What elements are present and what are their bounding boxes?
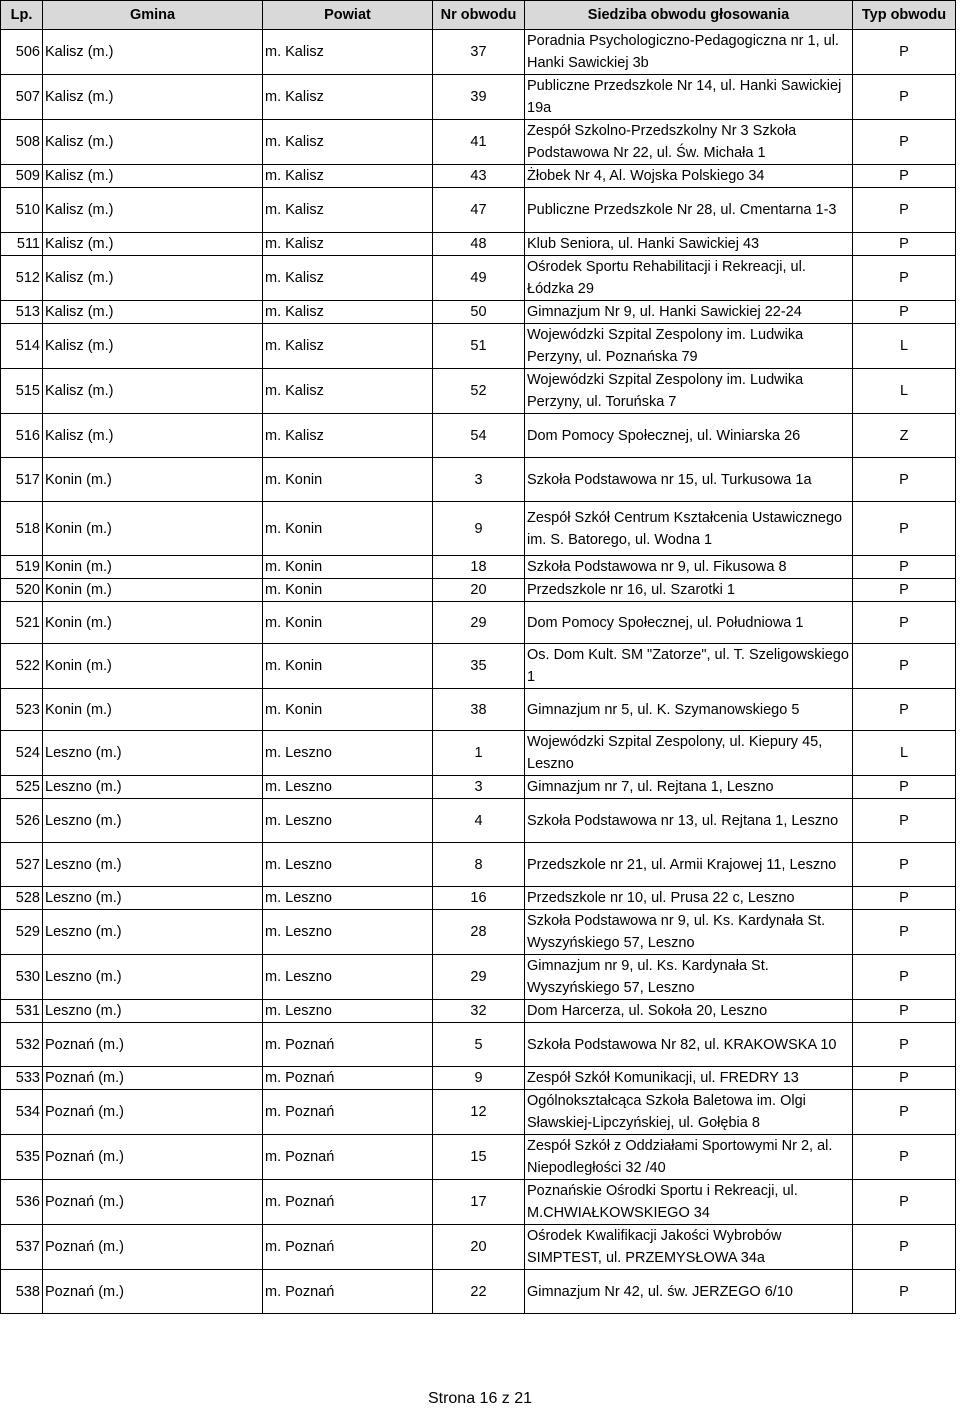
cell-gmina: Leszno (m.) xyxy=(43,910,263,955)
cell-lp: 522 xyxy=(1,644,43,689)
cell-gmina: Kalisz (m.) xyxy=(43,30,263,75)
cell-gmina: Kalisz (m.) xyxy=(43,301,263,324)
cell-lp: 507 xyxy=(1,75,43,120)
cell-powiat: m. Poznań xyxy=(263,1270,433,1314)
cell-typ: P xyxy=(853,579,956,602)
cell-lp: 506 xyxy=(1,30,43,75)
cell-gmina: Konin (m.) xyxy=(43,579,263,602)
cell-nr-obwodu: 29 xyxy=(433,955,525,1000)
cell-lp: 514 xyxy=(1,324,43,369)
header-lp: Lp. xyxy=(1,1,43,30)
table-header-row xyxy=(1,1,956,30)
cell-lp: 516 xyxy=(1,414,43,458)
cell-siedziba: Zespół Szkół Komunikacji, ul. FREDRY 13 xyxy=(525,1067,853,1090)
table-row xyxy=(1,910,956,955)
cell-lp: 527 xyxy=(1,843,43,887)
header-siedziba: Siedziba obwodu głosowania xyxy=(525,1,853,30)
table-row xyxy=(1,887,956,910)
cell-gmina: Kalisz (m.) xyxy=(43,324,263,369)
cell-nr-obwodu: 50 xyxy=(433,301,525,324)
cell-siedziba: Przedszkole nr 16, ul. Szarotki 1 xyxy=(525,579,853,602)
cell-powiat: m. Poznań xyxy=(263,1023,433,1067)
cell-siedziba: Klub Seniora, ul. Hanki Sawickiej 43 xyxy=(525,233,853,256)
cell-typ: L xyxy=(853,369,956,414)
cell-siedziba: Przedszkole nr 10, ul. Prusa 22 c, Leszno xyxy=(525,887,853,910)
cell-powiat: m. Konin xyxy=(263,502,433,556)
cell-powiat: m. Kalisz xyxy=(263,188,433,233)
cell-typ: P xyxy=(853,1090,956,1135)
cell-lp: 509 xyxy=(1,165,43,188)
cell-gmina: Poznań (m.) xyxy=(43,1135,263,1180)
table-row xyxy=(1,1000,956,1023)
cell-siedziba: Zespół Szkolno-Przedszkolny Nr 3 Szkoła Podstawowa Nr 22, ul. Św. Michała 1 xyxy=(525,120,853,165)
cell-powiat: m. Konin xyxy=(263,556,433,579)
cell-lp: 529 xyxy=(1,910,43,955)
table-row xyxy=(1,1023,956,1067)
table-row xyxy=(1,776,956,799)
header-powiat: Powiat xyxy=(263,1,433,30)
cell-nr-obwodu: 9 xyxy=(433,1067,525,1090)
cell-gmina: Kalisz (m.) xyxy=(43,369,263,414)
cell-powiat: m. Konin xyxy=(263,579,433,602)
cell-siedziba: Poradnia Psychologiczno-Pedagogiczna nr 1, ul. Hanki Sawickiej 3b xyxy=(525,30,853,75)
table-row xyxy=(1,689,956,731)
cell-lp: 518 xyxy=(1,502,43,556)
cell-siedziba: Szkoła Podstawowa nr 15, ul. Turkusowa 1a xyxy=(525,458,853,502)
cell-gmina: Konin (m.) xyxy=(43,458,263,502)
cell-typ: P xyxy=(853,689,956,731)
cell-nr-obwodu: 4 xyxy=(433,799,525,843)
cell-typ: Z xyxy=(853,414,956,458)
cell-nr-obwodu: 20 xyxy=(433,579,525,602)
cell-gmina: Leszno (m.) xyxy=(43,731,263,776)
header-gmina: Gmina xyxy=(43,1,263,30)
cell-siedziba: Gimnazjum Nr 9, ul. Hanki Sawickiej 22-24 xyxy=(525,301,853,324)
cell-powiat: m. Leszno xyxy=(263,1000,433,1023)
table-row xyxy=(1,579,956,602)
cell-typ: P xyxy=(853,233,956,256)
cell-nr-obwodu: 17 xyxy=(433,1180,525,1225)
cell-powiat: m. Kalisz xyxy=(263,30,433,75)
cell-typ: P xyxy=(853,1180,956,1225)
cell-nr-obwodu: 32 xyxy=(433,1000,525,1023)
table-row xyxy=(1,1225,956,1270)
cell-powiat: m. Leszno xyxy=(263,731,433,776)
cell-lp: 528 xyxy=(1,887,43,910)
cell-siedziba: Dom Harcerza, ul. Sokoła 20, Leszno xyxy=(525,1000,853,1023)
cell-siedziba: Dom Pomocy Społecznej, ul. Południowa 1 xyxy=(525,602,853,644)
cell-siedziba: Szkoła Podstawowa nr 9, ul. Ks. Kardynała St. Wyszyńskiego 57, Leszno xyxy=(525,910,853,955)
table-row xyxy=(1,843,956,887)
cell-gmina: Konin (m.) xyxy=(43,556,263,579)
table-row xyxy=(1,233,956,256)
cell-gmina: Konin (m.) xyxy=(43,689,263,731)
cell-gmina: Kalisz (m.) xyxy=(43,256,263,301)
cell-nr-obwodu: 41 xyxy=(433,120,525,165)
table-row xyxy=(1,1067,956,1090)
table-body xyxy=(1,30,956,1314)
cell-nr-obwodu: 9 xyxy=(433,502,525,556)
cell-typ: P xyxy=(853,502,956,556)
table-row xyxy=(1,556,956,579)
cell-lp: 537 xyxy=(1,1225,43,1270)
cell-gmina: Kalisz (m.) xyxy=(43,120,263,165)
table-row xyxy=(1,458,956,502)
cell-powiat: m. Kalisz xyxy=(263,233,433,256)
cell-typ: P xyxy=(853,30,956,75)
cell-powiat: m. Poznań xyxy=(263,1090,433,1135)
cell-typ: P xyxy=(853,776,956,799)
cell-typ: P xyxy=(853,910,956,955)
cell-gmina: Konin (m.) xyxy=(43,602,263,644)
cell-nr-obwodu: 51 xyxy=(433,324,525,369)
cell-powiat: m. Leszno xyxy=(263,799,433,843)
cell-typ: P xyxy=(853,644,956,689)
cell-gmina: Kalisz (m.) xyxy=(43,75,263,120)
cell-lp: 508 xyxy=(1,120,43,165)
page-footer: Strona 16 z 21 xyxy=(427,1390,533,1407)
cell-lp: 534 xyxy=(1,1090,43,1135)
cell-gmina: Leszno (m.) xyxy=(43,887,263,910)
table-row xyxy=(1,799,956,843)
cell-gmina: Kalisz (m.) xyxy=(43,188,263,233)
cell-typ: P xyxy=(853,955,956,1000)
cell-lp: 512 xyxy=(1,256,43,301)
cell-powiat: m. Leszno xyxy=(263,887,433,910)
header-nr-obwodu: Nr obwodu xyxy=(433,1,525,30)
cell-siedziba: Szkoła Podstawowa Nr 82, ul. KRAKOWSKA 10 xyxy=(525,1023,853,1067)
cell-nr-obwodu: 22 xyxy=(433,1270,525,1314)
cell-lp: 520 xyxy=(1,579,43,602)
table-row xyxy=(1,369,956,414)
cell-siedziba: Publiczne Przedszkole Nr 14, ul. Hanki Sawickiej 19a xyxy=(525,75,853,120)
cell-lp: 536 xyxy=(1,1180,43,1225)
table-row xyxy=(1,1135,956,1180)
cell-gmina: Leszno (m.) xyxy=(43,955,263,1000)
cell-typ: P xyxy=(853,1135,956,1180)
cell-lp: 510 xyxy=(1,188,43,233)
cell-gmina: Leszno (m.) xyxy=(43,1000,263,1023)
cell-siedziba: Przedszkole nr 21, ul. Armii Krajowej 11, Leszno xyxy=(525,843,853,887)
cell-siedziba: Ośrodek Sportu Rehabilitacji i Rekreacji, ul. Łódzka 29 xyxy=(525,256,853,301)
table-row xyxy=(1,731,956,776)
cell-lp: 530 xyxy=(1,955,43,1000)
cell-siedziba: Publiczne Przedszkole Nr 28, ul. Cmentarna 1-3 xyxy=(525,188,853,233)
cell-siedziba: Wojewódzki Szpital Zespolony, ul. Kiepury 45, Leszno xyxy=(525,731,853,776)
cell-typ: P xyxy=(853,887,956,910)
table-row xyxy=(1,301,956,324)
cell-siedziba: Wojewódzki Szpital Zespolony im. Ludwika Perzyny, ul. Toruńska 7 xyxy=(525,369,853,414)
cell-nr-obwodu: 38 xyxy=(433,689,525,731)
cell-powiat: m. Kalisz xyxy=(263,165,433,188)
cell-gmina: Leszno (m.) xyxy=(43,843,263,887)
cell-siedziba: Gimnazjum nr 5, ul. K. Szymanowskiego 5 xyxy=(525,689,853,731)
cell-typ: P xyxy=(853,1067,956,1090)
cell-powiat: m. Kalisz xyxy=(263,120,433,165)
cell-nr-obwodu: 18 xyxy=(433,556,525,579)
cell-typ: P xyxy=(853,843,956,887)
cell-lp: 526 xyxy=(1,799,43,843)
cell-nr-obwodu: 35 xyxy=(433,644,525,689)
cell-powiat: m. Konin xyxy=(263,689,433,731)
cell-gmina: Kalisz (m.) xyxy=(43,233,263,256)
cell-gmina: Poznań (m.) xyxy=(43,1067,263,1090)
cell-typ: P xyxy=(853,256,956,301)
cell-typ: P xyxy=(853,120,956,165)
table-row xyxy=(1,955,956,1000)
cell-nr-obwodu: 49 xyxy=(433,256,525,301)
cell-nr-obwodu: 47 xyxy=(433,188,525,233)
cell-lp: 535 xyxy=(1,1135,43,1180)
cell-powiat: m. Poznań xyxy=(263,1135,433,1180)
cell-lp: 519 xyxy=(1,556,43,579)
table-row xyxy=(1,502,956,556)
cell-nr-obwodu: 1 xyxy=(433,731,525,776)
cell-nr-obwodu: 3 xyxy=(433,776,525,799)
cell-typ: P xyxy=(853,602,956,644)
table-row xyxy=(1,1270,956,1314)
cell-nr-obwodu: 12 xyxy=(433,1090,525,1135)
table-row xyxy=(1,324,956,369)
table-row xyxy=(1,188,956,233)
cell-nr-obwodu: 39 xyxy=(433,75,525,120)
cell-siedziba: Żłobek Nr 4, Al. Wojska Polskiego 34 xyxy=(525,165,853,188)
cell-gmina: Konin (m.) xyxy=(43,502,263,556)
cell-powiat: m. Kalisz xyxy=(263,324,433,369)
cell-typ: P xyxy=(853,188,956,233)
cell-typ: P xyxy=(853,458,956,502)
table-row xyxy=(1,165,956,188)
cell-typ: P xyxy=(853,1023,956,1067)
cell-typ: P xyxy=(853,799,956,843)
cell-siedziba: Dom Pomocy Społecznej, ul. Winiarska 26 xyxy=(525,414,853,458)
cell-siedziba: Gimnazjum nr 7, ul. Rejtana 1, Leszno xyxy=(525,776,853,799)
cell-nr-obwodu: 15 xyxy=(433,1135,525,1180)
cell-typ: L xyxy=(853,324,956,369)
cell-powiat: m. Kalisz xyxy=(263,369,433,414)
cell-siedziba: Poznańskie Ośrodki Sportu i Rekreacji, ul. M.CHWIAŁKOWSKIEGO 34 xyxy=(525,1180,853,1225)
cell-lp: 532 xyxy=(1,1023,43,1067)
table-row xyxy=(1,256,956,301)
cell-nr-obwodu: 28 xyxy=(433,910,525,955)
cell-powiat: m. Kalisz xyxy=(263,256,433,301)
cell-nr-obwodu: 29 xyxy=(433,602,525,644)
table-row xyxy=(1,75,956,120)
header-typ: Typ obwodu xyxy=(853,1,956,30)
cell-nr-obwodu: 5 xyxy=(433,1023,525,1067)
table-row xyxy=(1,30,956,75)
cell-gmina: Poznań (m.) xyxy=(43,1180,263,1225)
cell-siedziba: Zespół Szkół z Oddziałami Sportowymi Nr 2, al. Niepodległości 32 /40 xyxy=(525,1135,853,1180)
table-row xyxy=(1,414,956,458)
cell-nr-obwodu: 54 xyxy=(433,414,525,458)
cell-powiat: m. Konin xyxy=(263,644,433,689)
cell-nr-obwodu: 8 xyxy=(433,843,525,887)
cell-siedziba: Ośrodek Kwalifikacji Jakości Wybrobów SIMPTEST, ul. PRZEMYSŁOWA 34a xyxy=(525,1225,853,1270)
cell-lp: 523 xyxy=(1,689,43,731)
cell-gmina: Poznań (m.) xyxy=(43,1225,263,1270)
cell-typ: P xyxy=(853,1000,956,1023)
cell-siedziba: Szkoła Podstawowa nr 13, ul. Rejtana 1, Leszno xyxy=(525,799,853,843)
cell-powiat: m. Kalisz xyxy=(263,301,433,324)
cell-powiat: m. Poznań xyxy=(263,1067,433,1090)
cell-typ: P xyxy=(853,165,956,188)
cell-typ: P xyxy=(853,1270,956,1314)
cell-lp: 531 xyxy=(1,1000,43,1023)
cell-lp: 538 xyxy=(1,1270,43,1314)
table-row xyxy=(1,1180,956,1225)
cell-gmina: Leszno (m.) xyxy=(43,799,263,843)
cell-siedziba: Gimnazjum nr 9, ul. Ks. Kardynała St. Wyszyńskiego 57, Leszno xyxy=(525,955,853,1000)
cell-powiat: m. Leszno xyxy=(263,843,433,887)
cell-lp: 533 xyxy=(1,1067,43,1090)
cell-lp: 517 xyxy=(1,458,43,502)
cell-siedziba: Gimnazjum Nr 42, ul. św. JERZEGO 6/10 xyxy=(525,1270,853,1314)
cell-powiat: m. Konin xyxy=(263,458,433,502)
cell-lp: 524 xyxy=(1,731,43,776)
cell-lp: 525 xyxy=(1,776,43,799)
cell-powiat: m. Konin xyxy=(263,602,433,644)
cell-gmina: Poznań (m.) xyxy=(43,1090,263,1135)
cell-powiat: m. Leszno xyxy=(263,955,433,1000)
cell-lp: 513 xyxy=(1,301,43,324)
table-row xyxy=(1,602,956,644)
cell-gmina: Konin (m.) xyxy=(43,644,263,689)
cell-nr-obwodu: 43 xyxy=(433,165,525,188)
cell-nr-obwodu: 37 xyxy=(433,30,525,75)
cell-gmina: Poznań (m.) xyxy=(43,1270,263,1314)
cell-powiat: m. Leszno xyxy=(263,910,433,955)
cell-powiat: m. Kalisz xyxy=(263,414,433,458)
table-row xyxy=(1,1090,956,1135)
cell-siedziba: Os. Dom Kult. SM "Zatorze", ul. T. Szeligowskiego 1 xyxy=(525,644,853,689)
cell-typ: L xyxy=(853,731,956,776)
cell-nr-obwodu: 20 xyxy=(433,1225,525,1270)
cell-powiat: m. Poznań xyxy=(263,1225,433,1270)
cell-typ: P xyxy=(853,556,956,579)
cell-lp: 511 xyxy=(1,233,43,256)
cell-powiat: m. Leszno xyxy=(263,776,433,799)
cell-nr-obwodu: 52 xyxy=(433,369,525,414)
table-row xyxy=(1,644,956,689)
cell-powiat: m. Kalisz xyxy=(263,75,433,120)
cell-nr-obwodu: 16 xyxy=(433,887,525,910)
cell-nr-obwodu: 48 xyxy=(433,233,525,256)
cell-nr-obwodu: 3 xyxy=(433,458,525,502)
cell-typ: P xyxy=(853,75,956,120)
cell-gmina: Kalisz (m.) xyxy=(43,165,263,188)
cell-powiat: m. Poznań xyxy=(263,1180,433,1225)
table-row xyxy=(1,120,956,165)
cell-gmina: Leszno (m.) xyxy=(43,776,263,799)
cell-siedziba: Wojewódzki Szpital Zespolony im. Ludwika Perzyny, ul. Poznańska 79 xyxy=(525,324,853,369)
cell-lp: 515 xyxy=(1,369,43,414)
cell-siedziba: Ogólnokształcąca Szkoła Baletowa im. Olgi Sławskiej-Lipczyńskiej, ul. Gołębia 8 xyxy=(525,1090,853,1135)
cell-lp: 521 xyxy=(1,602,43,644)
cell-typ: P xyxy=(853,1225,956,1270)
cell-gmina: Poznań (m.) xyxy=(43,1023,263,1067)
cell-siedziba: Szkoła Podstawowa nr 9, ul. Fikusowa 8 xyxy=(525,556,853,579)
cell-gmina: Kalisz (m.) xyxy=(43,414,263,458)
cell-siedziba: Zespół Szkół Centrum Kształcenia Ustawicznego im. S. Batorego, ul. Wodna 1 xyxy=(525,502,853,556)
cell-typ: P xyxy=(853,301,956,324)
